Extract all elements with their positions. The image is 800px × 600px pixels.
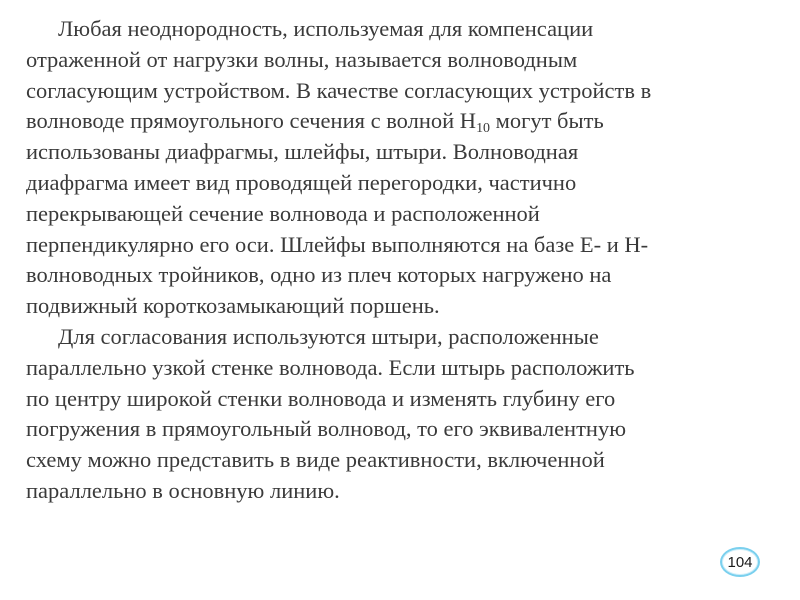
mode-subscript: 10 xyxy=(476,121,490,137)
paragraph-1-line-4-end: могут быть xyxy=(490,108,604,134)
paragraph-1-line-2: отраженной от нагрузки волны, называется волноводным xyxy=(26,46,578,72)
paragraph-1-line-3: согласующим устройством. В качестве согласующих устройств в xyxy=(26,77,652,103)
page-number: 104 xyxy=(727,553,753,571)
paragraph-2-line-2: параллельно узкой стенке волновода. Если штырь расположить xyxy=(26,354,635,380)
paragraph-1-line-9: волноводных тройников, одно из плеч которых нагружено на xyxy=(26,262,612,288)
paragraph-1-line-7: перекрывающей сечение волновода и расположенной xyxy=(26,200,540,226)
paragraph-1-line-5: использованы диафрагмы, шлейфы, штыри. Волноводная xyxy=(26,139,579,165)
body-text xyxy=(26,14,776,507)
paragraph-1-line-1: Любая неоднородность, используемая для компенсации xyxy=(58,16,594,41)
paragraph-1-line-4-start: волноводе прямоугольного сечения с волной H xyxy=(26,108,477,134)
paragraph-2-line-1: Для согласования используются штыри, расположенные xyxy=(58,323,599,349)
paragraph-2-line-6: параллельно в основную линию. xyxy=(26,477,340,503)
paragraph-1-line-8: перпендикулярно его оси. Шлейфы выполняются на базе E- и H- xyxy=(26,231,649,257)
paragraph-1-line-10: подвижный короткозамыкающий поршень. xyxy=(26,293,440,319)
paragraph-2-line-3: по центру широкой стенки волновода и изменять глубину его xyxy=(26,385,616,411)
paragraph-2-line-5: схему можно представить в виде реактивности, включенной xyxy=(26,447,605,473)
paragraph-2-line-4: погружения в прямоугольный волновод, то его эквивалентную xyxy=(26,416,627,442)
page-number-badge xyxy=(720,547,760,577)
paragraph-1-line-6: диафрагма имеет вид проводящей перегородки, частично xyxy=(26,169,577,195)
paragraph-1-line-4 xyxy=(26,106,776,137)
